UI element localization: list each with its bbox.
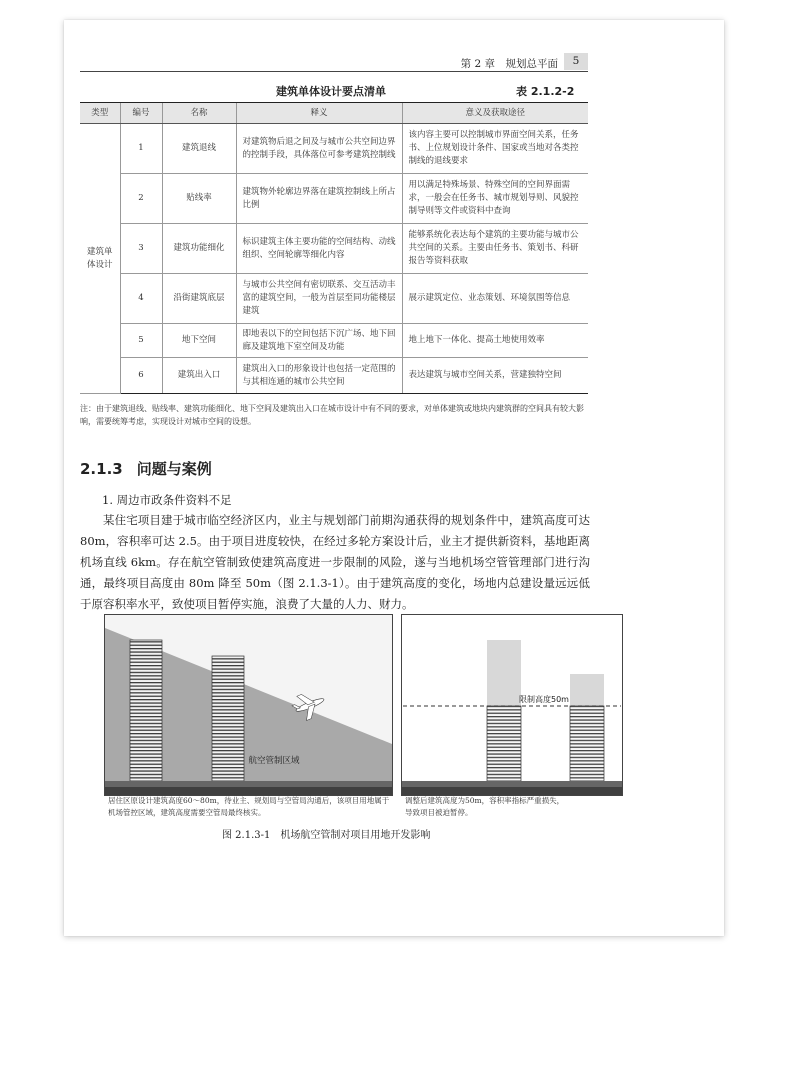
table-title: 建筑单体设计要点清单 <box>276 85 386 98</box>
row-meaning: 表达建筑与城市空间关系，营建独特空间 <box>402 358 588 394</box>
table-number: 表 2.1.2-2 <box>516 85 575 98</box>
row-name: 沿街建筑底层 <box>162 274 236 324</box>
row-name: 建筑出入口 <box>162 358 236 394</box>
subsection-heading: 1. 周边市政条件资料不足 <box>102 493 232 507</box>
ground-base <box>402 787 622 795</box>
row-number: 4 <box>120 274 162 324</box>
limit-label: 限制高度50m <box>519 695 569 704</box>
row-definition: 建筑出入口的形象设计也包括一定范围的与其相连通的城市公共空间 <box>236 358 402 394</box>
row-meaning: 地上地下一体化、提高土地使用效率 <box>402 324 588 358</box>
table-row <box>80 324 588 358</box>
row-name: 贴线率 <box>162 174 236 224</box>
table-row <box>80 274 588 324</box>
column-header: 释义 <box>236 103 402 124</box>
row-definition: 标识建筑主体主要功能的空间结构、动线组织、空间轮廓等细化内容 <box>236 224 402 274</box>
row-number: 3 <box>120 224 162 274</box>
building-limited-1 <box>487 706 521 781</box>
table-row <box>80 174 588 224</box>
running-header <box>80 53 588 72</box>
table-row <box>80 124 588 174</box>
building-tall-1 <box>130 640 162 781</box>
row-number: 5 <box>120 324 162 358</box>
column-header: 名称 <box>162 103 236 124</box>
row-name: 建筑退线 <box>162 124 236 174</box>
row-name: 地下空间 <box>162 324 236 358</box>
section-heading <box>80 458 212 479</box>
row-meaning: 用以满足特殊场景、特殊空间的空间界面需求，一般会在任务书、城市规划导则、风貌控制导则等文件或资料中查询 <box>402 174 588 224</box>
category-cell: 建筑单体设计 <box>80 124 120 394</box>
row-number: 1 <box>120 124 162 174</box>
section-title: 问题与案例 <box>136 460 212 478</box>
row-definition: 建筑物外轮廓边界落在建筑控制线上所占比例 <box>236 174 402 224</box>
page-number: 5 <box>564 53 588 70</box>
figure-caption: 图 2.1.3-1 机场航空管制对项目用地开发影响 <box>222 830 431 841</box>
ground-base <box>105 787 392 795</box>
figure-left-caption: 居住区原设计建筑高度60～80m，待业主、规划局与空管局沟通后，该项目用地属于机场管控区域，建筑高度需要空管局最终核实。 <box>108 796 390 817</box>
figure-right-caption: 调整后建筑高度为50m，容积率指标严重损失，导致项目被迫暂停。 <box>405 796 565 817</box>
column-header: 意义及获取途径 <box>402 103 588 124</box>
row-definition: 对建筑物后退之间及与城市公共空间边界的控制手段，具体落位可参考建筑控制线 <box>236 124 402 174</box>
row-meaning: 能够系统化表达每个建筑的主要功能与城市公共空间的关系。主要由任务书、策划书、科研报告等资料获取 <box>402 224 588 274</box>
ground-band <box>105 781 392 787</box>
column-header: 类型 <box>80 103 120 124</box>
column-header: 编号 <box>120 103 162 124</box>
removed-floors-2 <box>570 674 604 706</box>
height-limit-illustration <box>401 614 623 796</box>
table-note: 注：由于建筑退线、贴线率、建筑功能细化、地下空间及建筑出入口在城市设计中有不同的要求，对单体建筑或地块内建筑群的空间具有较大影响，需要统筹考虑，实现设计对城市空间的设想。 <box>80 404 584 426</box>
airspace-illustration <box>104 614 393 796</box>
removed-floors-1 <box>487 640 521 706</box>
row-meaning: 该内容主要可以控制城市界面空间关系，任务书、上位规划设计条件、国家或当地对各类控制线的退线要求 <box>402 124 588 174</box>
row-name: 建筑功能细化 <box>162 224 236 274</box>
body-paragraph: 某住宅项目建于城市临空经济区内，业主与规划部门前期沟通获得的规划条件中，建筑高度可达 80m，容积率可达 2.5。由于项目进度较快，在经过多轮方案设计后，业主才提供新资料，基地距离机场直线 6km。存在航空管制致使建筑高度进一步限制的风险，遂与当地机场空管管理部门进行沟通，最终项目高度由 80m 降至 50m（图 2.1.3-1）。由于建筑高度的变化，场地内总建设量远远低于原容积率水平，致使项目暂停实施，浪费了大量的人力、财力。 <box>80 513 590 611</box>
row-definition: 即地表以下的空间包括下沉广场、地下回廊及建筑地下室空间及功能 <box>236 324 402 358</box>
table-header-row <box>80 103 588 124</box>
chapter-title: 第 2 章 规划总平面 <box>460 58 558 70</box>
row-number: 2 <box>120 174 162 224</box>
table-row <box>80 358 588 394</box>
building-limited-2 <box>570 706 604 781</box>
row-definition: 与城市公共空间有密切联系、交互活动丰富的建筑空间，一般为首层至同功能楼层建筑 <box>236 274 402 324</box>
ground-band <box>402 781 622 787</box>
figure-right <box>401 614 623 796</box>
row-meaning: 展示建筑定位、业态策划、环境氛围等信息 <box>402 274 588 324</box>
figure-left <box>104 614 393 796</box>
zone-label: 航空管制区域 <box>248 756 300 766</box>
row-number: 6 <box>120 358 162 394</box>
section-number: 2.1.3 <box>80 460 123 478</box>
table-row <box>80 224 588 274</box>
design-points-table <box>80 102 588 394</box>
building-tall-2 <box>212 656 244 781</box>
